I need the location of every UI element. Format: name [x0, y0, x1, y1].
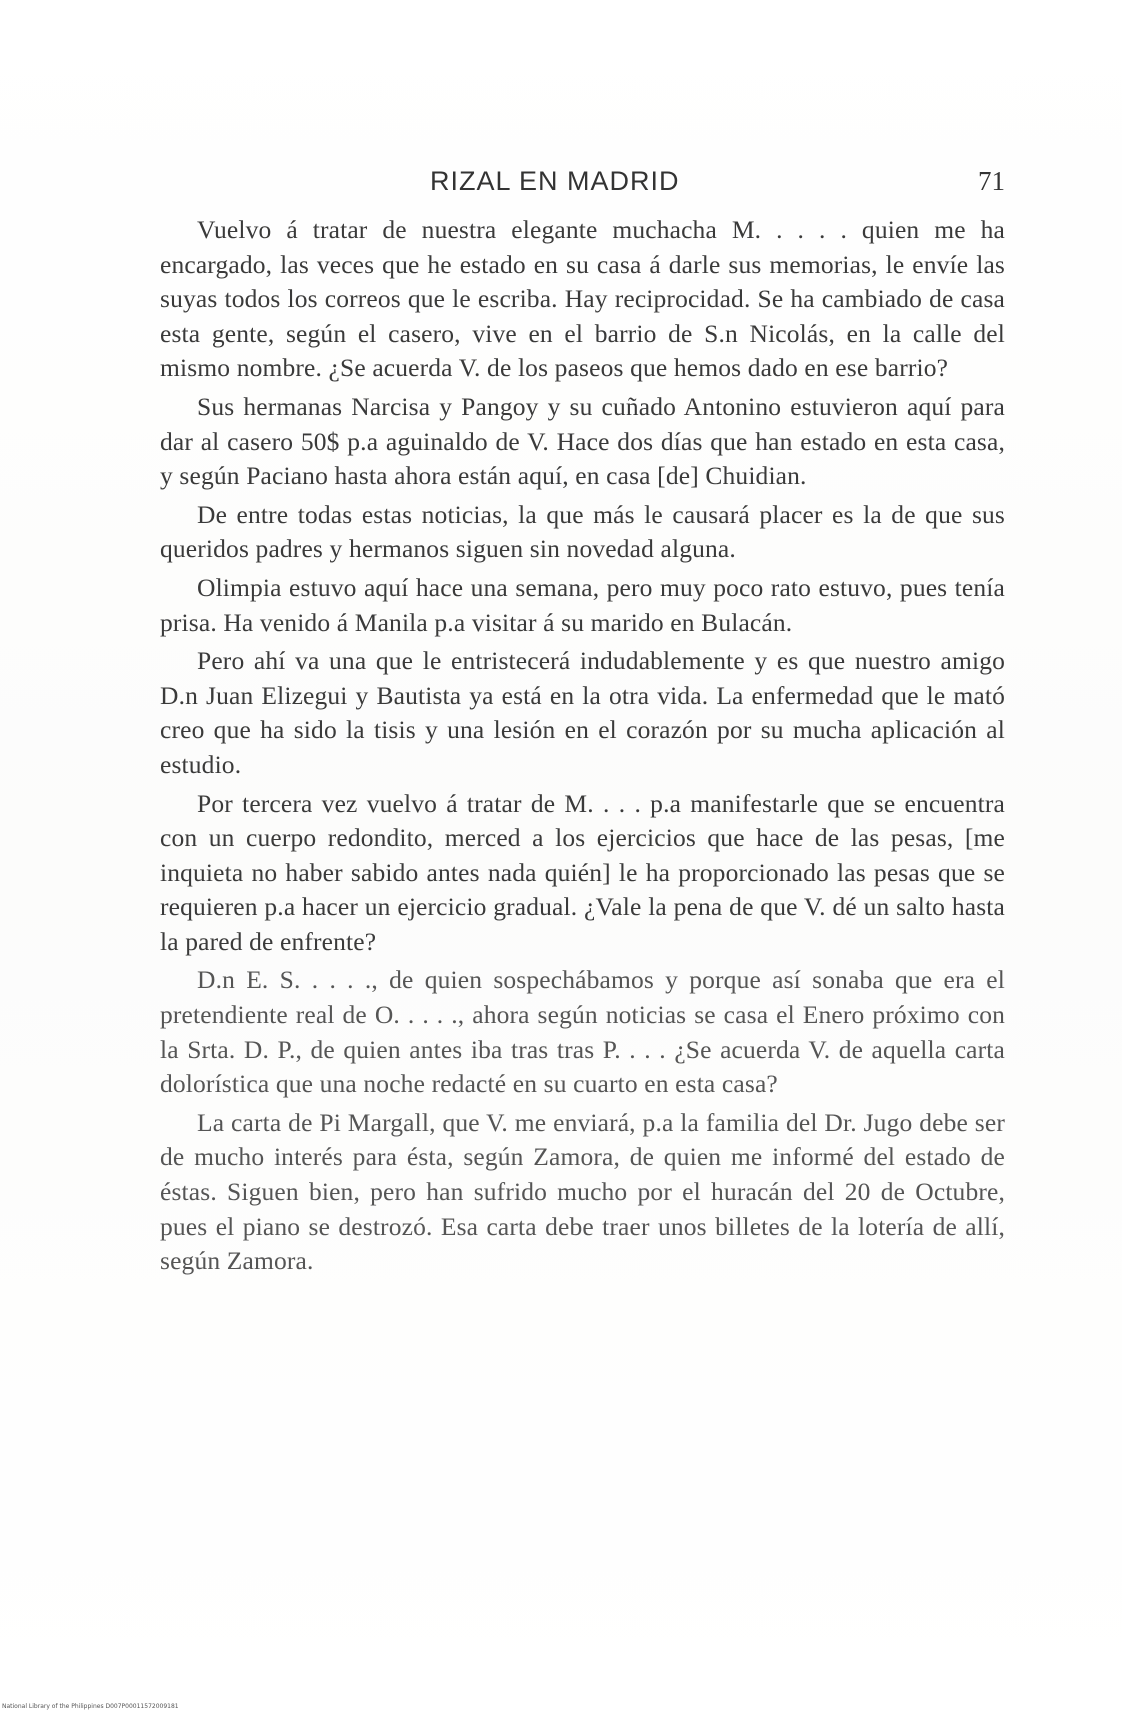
- page-title: RIZAL EN MADRID: [430, 166, 680, 196]
- body-text: [160, 213, 1005, 1283]
- paragraph-8: La carta de Pi Margall, que V. me enviará, p.a la familia del Dr. Jugo debe ser de mucho interés para ésta, según Zamora, de quien me informé del estado de éstas. Siguen bien, pero han sufrido mucho por el huracán del 20 de Octubre, pues el piano se destrozó. Esa carta debe traer unos billetes de la lotería de allí, según Zamora.: [160, 1107, 1005, 1276]
- paragraph-1: Vuelvo á tratar de nuestra elegante muchacha M. . . . . quien me ha encargado, las veces que he estado en su casa á darle sus memorias, le envíe las suyas todos los correos que le escriba. Hay reciprocidad. Se ha cambiado de casa esta gente, según el casero, vive en el barrio de S.n Nicolás, en la calle del mismo nombre. ¿Se acuerda V. de los paseos que hemos dado en ese barrio?: [160, 215, 1005, 383]
- page-number: 71: [978, 166, 1005, 196]
- paragraph-2: Sus hermanas Narcisa y Pangoy y su cuñado Antonino estuvieron aquí para dar al casero 50$ p.a aguinaldo de V. Hace dos días que han estado en esta casa, y según Paciano hasta ahora están aquí, en casa [de] Chuidian.: [160, 391, 1005, 491]
- paragraph-3: De entre todas estas noticias, la que más le causará placer es la de que sus queridos padres y hermanos siguen sin novedad alguna.: [160, 499, 1005, 564]
- paragraph-4: Olimpia estuvo aquí hace una semana, pero muy poco rato estuvo, pues tenía prisa. Ha venido á Manila p.a visitar á su marido en Bulacán.: [160, 572, 1005, 637]
- footer-credit: National Library of the Philippines D007P00011572009181: [2, 1703, 179, 1710]
- paragraph-5: Pero ahí va una que le entristecerá indudablemente y es que nuestro amigo D.n Juan Elizegui y Bautista ya está en la otra vida. La enfermedad que le mató creo que ha sido la tisis y una lesión en el corazón por su mucha aplicación al estudio.: [160, 646, 1005, 779]
- running-header: [160, 166, 1005, 202]
- paragraph-6: Por tercera vez vuelvo á tratar de M. . . . p.a manifestarle que se encuentra con un cuerpo redondito, merced a los ejercicios que hace de las pesas, [me inquieta no haber sabido antes nada quién] le ha proporcionado las pesas que se requieren p.a hacer un ejercicio gradual. ¿Vale la pena de que V. dé un salto hasta la pared de enfrente?: [160, 788, 1005, 956]
- paragraph-7: D.n E. S. . . . ., de quien sospechábamos y porque así sonaba que era el pretendiente real de O. . . . ., ahora según noticias se casa el Enero próximo con la Srta. D. P., de quien antes iba tras tras P. . . . ¿Se acuerda V. de aquella carta dolorística que una noche redacté en su cuarto en esta casa?: [160, 965, 1005, 1099]
